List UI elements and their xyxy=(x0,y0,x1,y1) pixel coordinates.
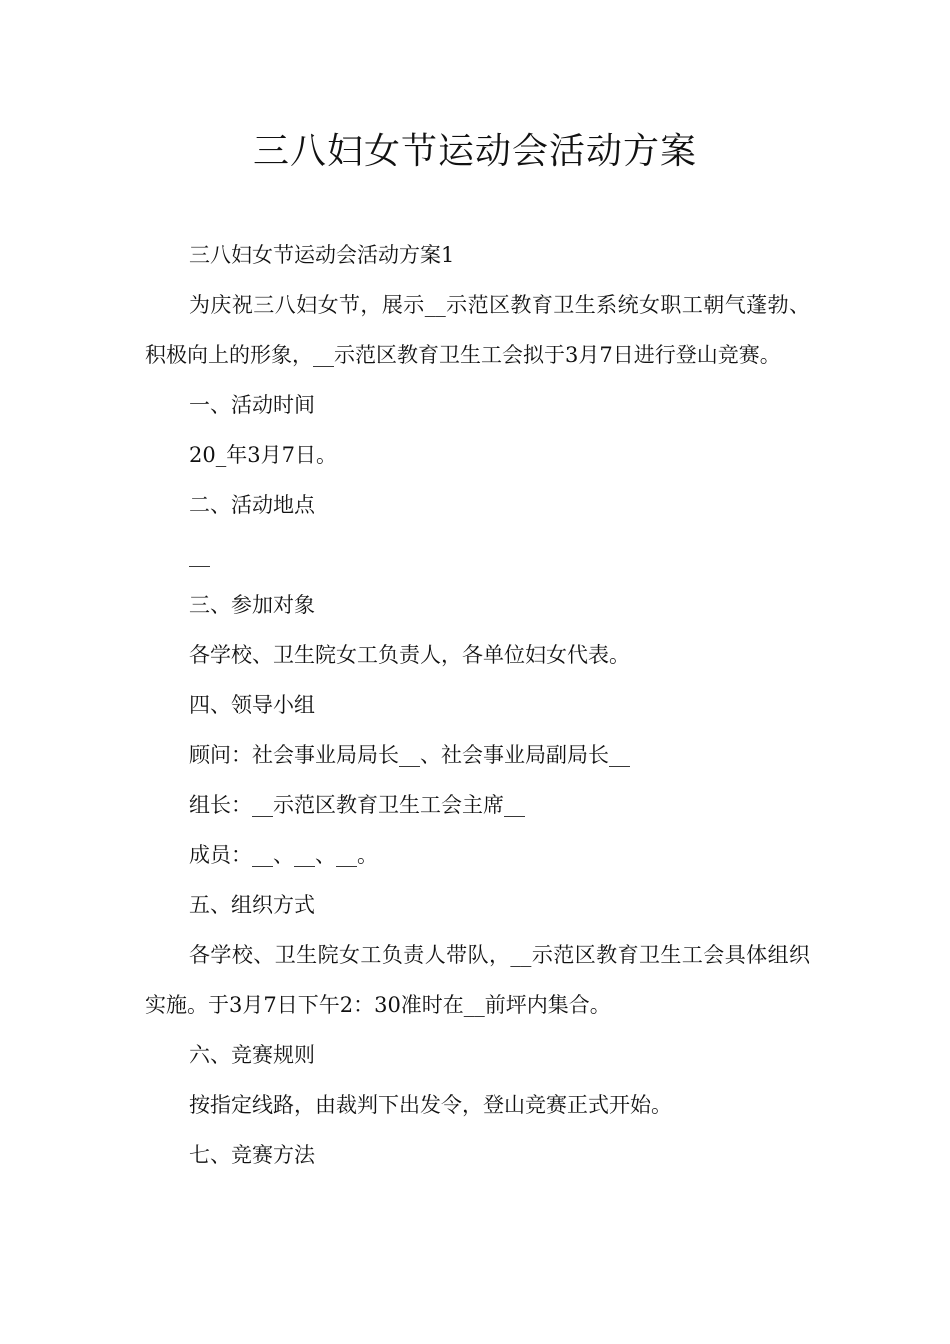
paragraph-participants: 各学校、卫生院女工负责人，各单位妇女代表。 xyxy=(189,643,630,667)
section-heading-organization: 五、组织方式 xyxy=(189,893,315,917)
section-heading-method: 七、竞赛方法 xyxy=(189,1143,315,1167)
paragraph-organization: 各学校、卫生院女工负责人带队，__示范区教育卫生工会具体组织实施。于3月7日下午2：30准时在__前坪内集合。 xyxy=(145,943,810,1017)
paragraph-time: 20_年3月7日。 xyxy=(189,443,337,467)
paragraph-subtitle: 三八妇女节运动会活动方案1 xyxy=(189,243,455,267)
paragraph-intro: 为庆祝三八妇女节，展示__示范区教育卫生系统女职工朝气蓬勃、积极向上的形象，__示范区教育卫生工会拟于3月7日进行登山竞赛。 xyxy=(145,293,810,367)
paragraph-leader: 组长：__示范区教育卫生工会主席__ xyxy=(189,793,525,817)
paragraph-advisors: 顾问：社会事业局局长__、社会事业局副局长__ xyxy=(189,743,630,767)
paragraph-location: __ xyxy=(189,543,210,567)
paragraph-rules: 按指定线路，由裁判下出发令，登山竞赛正式开始。 xyxy=(189,1093,672,1117)
section-heading-rules: 六、竞赛规则 xyxy=(189,1043,315,1067)
section-heading-participants: 三、参加对象 xyxy=(189,593,315,617)
section-heading-leadership: 四、领导小组 xyxy=(189,693,315,717)
document-title: 三八妇女节运动会活动方案 xyxy=(252,131,697,172)
paragraph-members: 成员：__、__、__。 xyxy=(189,843,378,867)
section-heading-location: 二、活动地点 xyxy=(189,493,315,517)
section-heading-time: 一、活动时间 xyxy=(189,393,315,417)
document-body xyxy=(145,230,810,1180)
